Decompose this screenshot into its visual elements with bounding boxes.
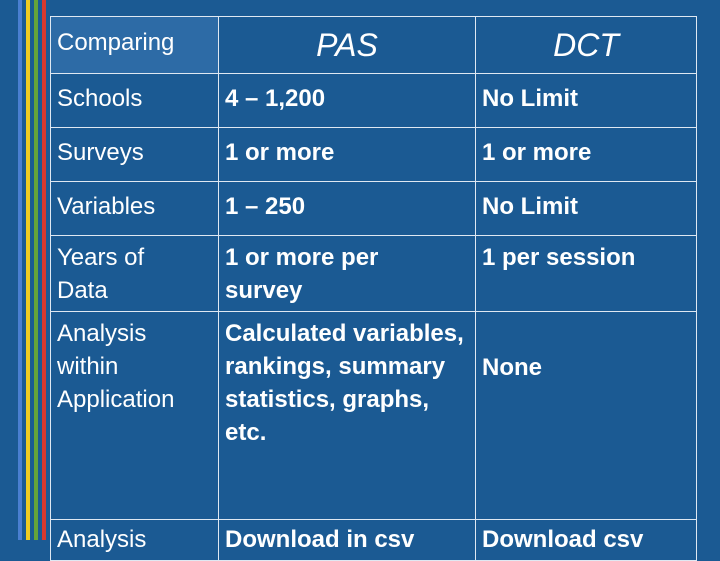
table-row: [51, 520, 697, 561]
header-comparing: Comparing: [51, 17, 219, 74]
pas-value: 4 – 1,200: [225, 85, 326, 112]
dct-value: None: [482, 354, 542, 381]
table-row: [51, 74, 697, 128]
pas-value: Download in csv: [225, 526, 415, 553]
header-dct: DCT: [476, 17, 697, 74]
table-row: [51, 312, 697, 520]
decorative-stripes: [0, 0, 48, 540]
row-label: Analysis: [57, 526, 147, 553]
row-label: Variables: [57, 193, 156, 220]
blue-stripe: [18, 0, 22, 540]
table-row: [51, 182, 697, 236]
pas-value: Calculated variables, rankings, summary statistics, graphs, etc.: [225, 320, 464, 446]
green-stripe: [34, 0, 38, 540]
row-label: Analysis within Application: [57, 320, 175, 413]
yellow-stripe: [26, 0, 30, 540]
dct-value: No Limit: [482, 193, 578, 220]
row-label: Years of Data: [57, 244, 145, 304]
dct-value: No Limit: [482, 85, 578, 112]
row-label: Schools: [57, 85, 143, 112]
row-label: Surveys: [57, 139, 144, 166]
header-pas: PAS: [219, 17, 476, 74]
dct-value: 1 or more: [482, 139, 592, 166]
table-header-row: [51, 17, 697, 74]
pas-value: 1 or more per survey: [225, 244, 379, 304]
table-row: [51, 128, 697, 182]
dct-value: 1 per session: [482, 244, 636, 271]
red-stripe: [42, 0, 46, 540]
table-row: [51, 236, 697, 312]
dct-value: Download csv: [482, 526, 644, 553]
pas-value: 1 or more: [225, 139, 335, 166]
pas-value: 1 – 250: [225, 193, 306, 220]
comparison-table: [50, 16, 697, 561]
